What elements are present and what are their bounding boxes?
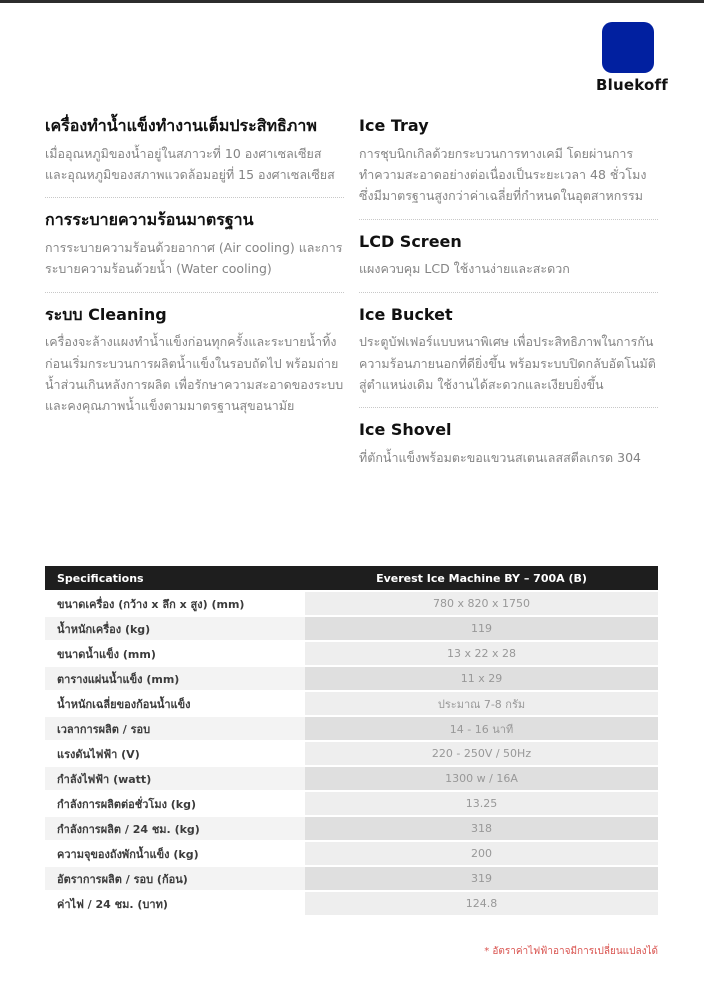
feature-columns — [45, 116, 658, 480]
spec-value: ประมาณ 7-8 กรัม — [305, 691, 658, 716]
table-row — [45, 741, 658, 766]
spec-value: 13.25 — [305, 791, 658, 816]
spec-label: แรงดันไฟฟ้า (V) — [45, 741, 305, 766]
table-row — [45, 816, 658, 841]
table-row — [45, 616, 658, 641]
feature-column-left — [45, 116, 344, 480]
header-specifications: Specifications — [45, 566, 305, 591]
spec-value: 13 x 22 x 28 — [305, 641, 658, 666]
spec-label: ขนาดเครื่อง (กว้าง x ลึก x สูง) (mm) — [45, 591, 305, 616]
brand-block — [596, 22, 668, 94]
spec-label: น้ำหนักเฉลี่ยของก้อนน้ำแข็ง — [45, 691, 305, 716]
brand-name: Bluekoff — [596, 76, 668, 94]
table-row — [45, 766, 658, 791]
section-body: ที่ตักน้ำแข็งพร้อมตะขอแขวนสเตนเลสสตีลเกรด 304 — [359, 449, 641, 465]
section-body: ประตูบัฟเฟอร์แบบหนาพิเศษ เพื่อประสิทธิภาพในการกันความร้อนภายนอกที่ดียิ่งขึ้น พร้อมระบบปิดกลับอัตโนมัติสู่ตำแหน่งเดิม ใช้งานได้สะดวกและเงียบยิ่งขึ้น — [359, 334, 656, 392]
spec-value: 124.8 — [305, 891, 658, 916]
section-heading: ระบบ Cleaning — [45, 304, 167, 324]
section-body: การชุบนิกเกิลด้วยกระบวนการทางเคมี โดยผ่านการทำความสะอาดอย่างต่อเนื่องเป็นระยะเวลา 48 ชั่วโมง ซึ่งมีมาตรฐานสูงกว่าค่าเฉลี่ยที่กำหนดในอุตสาหกรรม — [359, 145, 647, 204]
table-row — [45, 791, 658, 816]
top-edge-bar — [0, 0, 704, 3]
bluekoff-logo-icon — [602, 22, 654, 73]
section-body: เครื่องจะล้างแผงทำน้ำแข็งก่อนทุกครั้งและระบายน้ำทิ้งก่อนเริ่มกระบวนการผลิตน้ำแข็งในรอบถัดไป พร้อมถ่ายน้ำส่วนเกินหลังการผลิต เพื่อรักษาความสะอาดของระบบและคงคุณภาพน้ำแข็งตามมาตรฐานสุขอนามัย — [45, 334, 344, 414]
feature-section-heat-dissipation — [45, 198, 344, 292]
spec-value: 11 x 29 — [305, 666, 658, 691]
section-heading: เครื่องทำน้ำแข็งทำงานเต็มประสิทธิภาพ — [45, 116, 317, 135]
specifications-table — [45, 566, 658, 917]
table-row — [45, 841, 658, 866]
spec-label: อัตราการผลิต / รอบ (ก้อน) — [45, 866, 305, 891]
feature-section-lcd-screen — [359, 220, 658, 293]
spec-value: 220 - 250V / 50Hz — [305, 741, 658, 766]
electricity-rate-footnote: * อัตราค่าไฟฟ้าอาจมีการเปลี่ยนแปลงได้ — [484, 946, 658, 957]
table-row — [45, 666, 658, 691]
feature-column-right — [359, 116, 658, 480]
spec-label: ค่าไฟ / 24 ชม. (บาท) — [45, 891, 305, 916]
spec-value: 119 — [305, 616, 658, 641]
section-heading: Ice Shovel — [359, 420, 452, 440]
feature-section-ice-bucket — [359, 293, 658, 409]
feature-section-ice-shovel — [359, 408, 658, 480]
header-model: Everest Ice Machine BY – 700A (B) — [305, 566, 658, 591]
feature-section-full-performance — [45, 116, 344, 198]
specifications-table-header — [45, 566, 658, 591]
spec-value: 780 x 820 x 1750 — [305, 591, 658, 616]
feature-section-ice-tray — [359, 116, 658, 220]
spec-value: 200 — [305, 841, 658, 866]
spec-label: กำลังการผลิตต่อชั่วโมง (kg) — [45, 791, 305, 816]
spec-label: ขนาดน้ำแข็ง (mm) — [45, 641, 305, 666]
table-row — [45, 591, 658, 616]
spec-label: ความจุของถังพักน้ำแข็ง (kg) — [45, 841, 305, 866]
spec-label: กำลังการผลิต / 24 ชม. (kg) — [45, 816, 305, 841]
feature-section-cleaning-system — [45, 293, 344, 429]
section-heading: Ice Bucket — [359, 304, 453, 324]
table-row — [45, 891, 658, 916]
table-row — [45, 716, 658, 741]
table-header-row — [45, 566, 658, 591]
spec-value: 14 - 16 นาที — [305, 716, 658, 741]
section-heading: Ice Tray — [359, 116, 429, 135]
section-heading: LCD Screen — [359, 231, 462, 251]
spec-label: ตารางแผ่นน้ำแข็ง (mm) — [45, 666, 305, 691]
table-row — [45, 866, 658, 891]
section-body: แผงควบคุม LCD ใช้งานง่ายและสะดวก — [359, 261, 570, 277]
table-row — [45, 691, 658, 716]
spec-label: น้ำหนักเครื่อง (kg) — [45, 616, 305, 641]
section-body: เมื่ออุณหภูมิของน้ำอยู่ในสภาวะที่ 10 องศาเซลเซียส และอุณหภูมิของสภาพแวดล้อมอยู่ที่ 15 องศาเซลเซียส — [45, 145, 335, 183]
table-row — [45, 641, 658, 666]
spec-label: กำลังไฟฟ้า (watt) — [45, 766, 305, 791]
spec-value: 319 — [305, 866, 658, 891]
spec-label: เวลาการผลิต / รอบ — [45, 716, 305, 741]
section-heading: การระบายความร้อนมาตรฐาน — [45, 210, 254, 230]
spec-value: 318 — [305, 816, 658, 841]
spec-value: 1300 w / 16A — [305, 766, 658, 791]
section-body: การระบายความร้อนด้วยอากาศ (Air cooling) และการระบายความร้อนด้วยน้ำ (Water cooling) — [45, 240, 343, 277]
